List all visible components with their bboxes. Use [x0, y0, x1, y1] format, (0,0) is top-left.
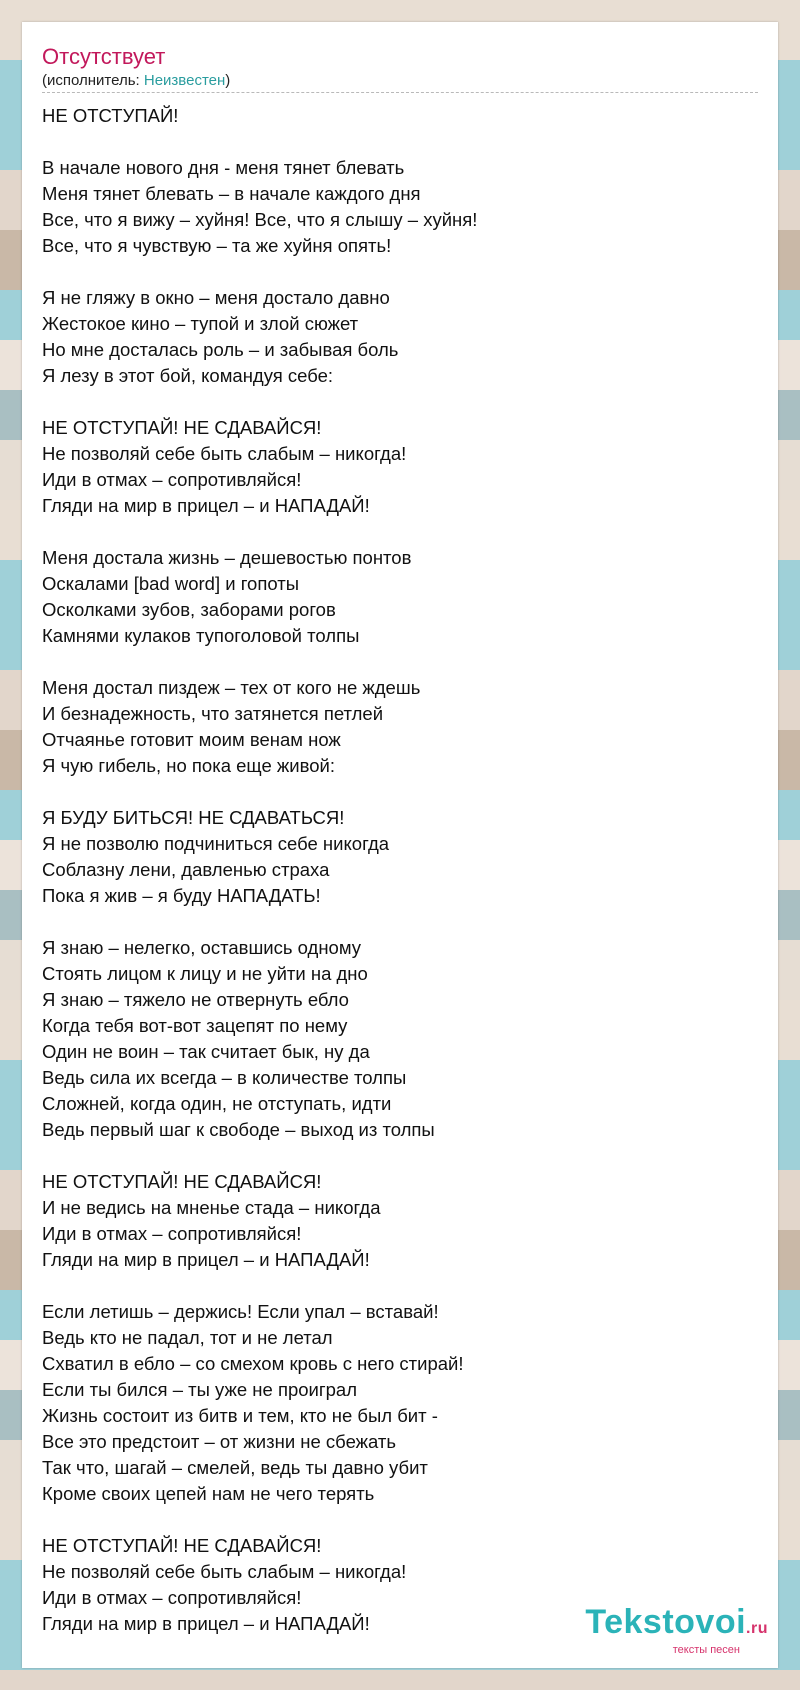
lyric-line: Стоять лицом к лицу и не уйти на дно	[42, 963, 368, 984]
logo-tagline: тексты песен	[672, 1644, 740, 1656]
lyric-line: Все, что я чувствую – та же хуйня опять!	[42, 235, 392, 256]
lyric-line: Иди в отмах – сопротивляйся!	[42, 1587, 302, 1608]
lyric-line: Один не воин – так считает бык, ну да	[42, 1041, 370, 1062]
lyric-line: Все это предстоит – от жизни не сбежать	[42, 1431, 397, 1452]
lyric-line: Отчаянье готовит моим венам нож	[42, 729, 341, 750]
lyric-line: Сложней, когда один, не отступать, идти	[42, 1093, 392, 1114]
lyric-line: Схватил в ебло – со смехом кровь с него стирай!	[42, 1353, 464, 1374]
artist-suffix: )	[225, 72, 231, 89]
lyric-line: НЕ ОТСТУПАЙ!	[42, 105, 179, 126]
stanza-gap	[42, 129, 477, 155]
song-title: Отсутствует	[42, 44, 166, 69]
lyric-line: Я чую гибель, но пока еще живой:	[42, 755, 335, 776]
lyric-line: Меня тянет блевать – в начале каждого дня	[42, 183, 421, 204]
stanza-gap	[42, 649, 477, 675]
lyric-line: Ведь сила их всегда – в количестве толпы	[42, 1067, 407, 1088]
lyric-line: Если ты бился – ты уже не проиграл	[42, 1379, 357, 1400]
lyric-line: Жестокое кино – тупой и злой сюжет	[42, 313, 359, 334]
lyric-line: Так что, шагай – смелей, ведь ты давно убит	[42, 1457, 428, 1478]
lyric-line: Гляди на мир в прицел – и НАПАДАЙ!	[42, 495, 370, 516]
lyric-line: Камнями кулаков тупоголовой толпы	[42, 625, 360, 646]
lyric-line: НЕ ОТСТУПАЙ! НЕ СДАВАЙСЯ!	[42, 1171, 322, 1192]
logo-name: Tekstovoi	[585, 1603, 747, 1641]
lyric-line: Не позволяй себе быть слабым – никогда!	[42, 1561, 407, 1582]
site-logo[interactable]	[585, 1605, 768, 1656]
lyric-line: Гляди на мир в прицел – и НАПАДАЙ!	[42, 1249, 370, 1270]
lyric-line: Меня достала жизнь – дешевостью понтов	[42, 547, 412, 568]
lyric-line: Жизнь состоит из битв и тем, кто не был бит -	[42, 1405, 438, 1426]
lyric-line: Я не позволю подчиниться себе никогда	[42, 833, 390, 854]
artist-line	[42, 72, 230, 89]
lyric-line: Не позволяй себе быть слабым – никогда!	[42, 443, 407, 464]
lyric-line: Иди в отмах – сопротивляйся!	[42, 469, 302, 490]
lyric-line: Кроме своих цепей нам не чего терять	[42, 1483, 375, 1504]
stanza-gap	[42, 259, 477, 285]
logo-tld: .ru	[746, 1620, 768, 1637]
lyric-line: НЕ ОТСТУПАЙ! НЕ СДАВАЙСЯ!	[42, 417, 322, 438]
lyric-line: Ведь кто не падал, тот и не летал	[42, 1327, 333, 1348]
stanza-gap	[42, 909, 477, 935]
lyric-line: Я знаю – нелегко, оставшись одному	[42, 937, 362, 958]
lyric-line: Осколками зубов, заборами рогов	[42, 599, 336, 620]
lyric-line: Гляди на мир в прицел – и НАПАДАЙ!	[42, 1613, 370, 1634]
lyric-line: Если летишь – держись! Если упал – вставай!	[42, 1301, 439, 1322]
lyric-line: В начале нового дня - меня тянет блевать	[42, 157, 405, 178]
stanza-gap	[42, 519, 477, 545]
lyric-line: Пока я жив – я буду НАПАДАТЬ!	[42, 885, 321, 906]
artist-link[interactable]: Неизвестен	[143, 72, 226, 89]
lyric-line: Оскалами [bad word] и гопоты	[42, 573, 300, 594]
stanza-gap	[42, 779, 477, 805]
lyrics-text	[42, 103, 477, 1637]
lyric-line: И не ведись на мненье стада – никогда	[42, 1197, 381, 1218]
stanza-gap	[42, 1507, 477, 1533]
lyric-line: Но мне досталась роль – и забывая боль	[42, 339, 399, 360]
lyric-line: Когда тебя вот-вот зацепят по нему	[42, 1015, 348, 1036]
lyric-line: И безнадежность, что затянется петлей	[42, 703, 384, 724]
artist-prefix: (исполнитель:	[42, 72, 144, 89]
lyric-line: НЕ ОТСТУПАЙ! НЕ СДАВАЙСЯ!	[42, 1535, 322, 1556]
stanza-gap	[42, 389, 477, 415]
stanza-gap	[42, 1273, 477, 1299]
stanza-gap	[42, 1143, 477, 1169]
title-divider	[42, 92, 758, 93]
lyric-line: Ведь первый шаг к свободе – выход из толпы	[42, 1119, 435, 1140]
lyric-line: Я лезу в этот бой, командуя себе:	[42, 365, 334, 386]
lyric-line: Я БУДУ БИТЬСЯ! НЕ СДАВАТЬСЯ!	[42, 807, 345, 828]
lyric-line: Меня достал пиздеж – тех от кого не ждешь	[42, 677, 421, 698]
lyrics-card	[22, 22, 778, 1668]
lyric-line: Я знаю – тяжело не отвернуть ебло	[42, 989, 349, 1010]
lyric-line: Иди в отмах – сопротивляйся!	[42, 1223, 302, 1244]
lyric-line: Соблазну лени, давленью страха	[42, 859, 330, 880]
lyric-line: Я не гляжу в окно – меня достало давно	[42, 287, 390, 308]
lyric-line: Все, что я вижу – хуйня! Все, что я слышу – хуйня!	[42, 209, 478, 230]
